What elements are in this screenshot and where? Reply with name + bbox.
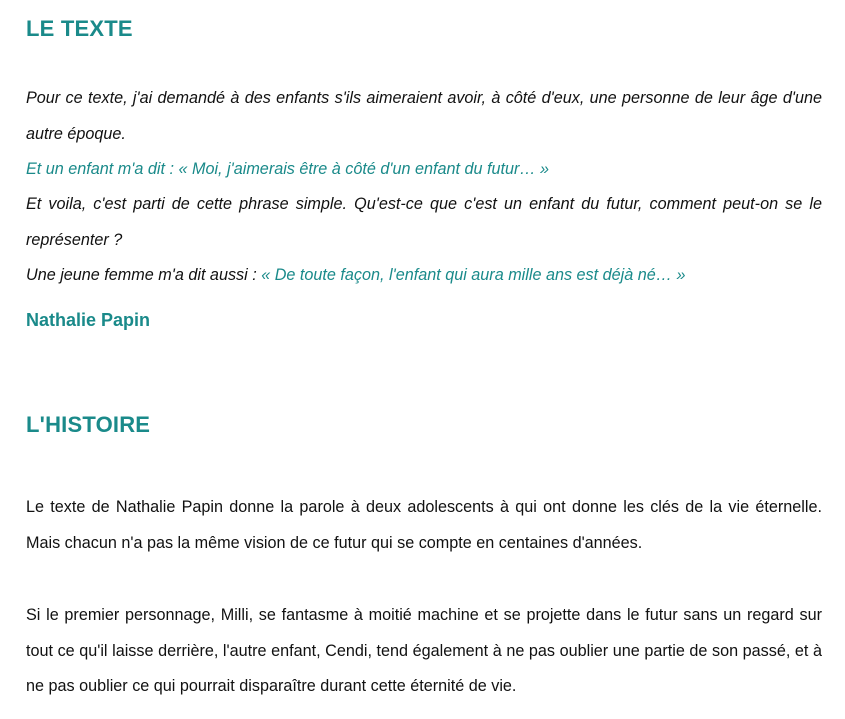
intro-paragraph: Pour ce texte, j'ai demandé à des enfants s'ils aimeraient avoir, à côté d'eux, une personne de leur âge d'une autre époque.	[26, 89, 822, 143]
woman-quote: « De toute façon, l'enfant qui aura mille ans est déjà né… »	[261, 266, 686, 284]
story-paragraph-2: Si le premier personnage, Milli, se fantasme à moitié machine et se projette dans le futur sans un regard sur tout ce qu'il laisse derrière, l'autre enfant, Cendi, tend également à ne pas oublier une partie de son passé, et à ne pas oublier ce qui pourrait disparaître durant cette éternité de vie.	[26, 606, 822, 695]
section-title-le-texte: LE TEXTE	[26, 16, 133, 41]
author-signature: Nathalie Papin	[26, 310, 151, 330]
story-paragraph-1: Le texte de Nathalie Papin donne la parole à deux adolescents à qui ont donne les clés de la vie éternelle. Mais chacun n'a pas la même vision de ce futur qui se compte en centaines d'années.	[26, 498, 822, 552]
woman-quote-paragraph	[26, 258, 822, 294]
reflection-paragraph: Et voila, c'est parti de cette phrase simple. Qu'est-ce que c'est un enfant du futur, comment peut-on se le représenter ?	[26, 195, 822, 249]
woman-quote-intro: Une jeune femme m'a dit aussi :	[26, 266, 262, 284]
section-title-histoire: L'HISTOIRE	[26, 412, 151, 437]
child-quote: Et un enfant m'a dit : « Moi, j'aimerais être à côté d'un enfant du futur… »	[26, 160, 550, 178]
